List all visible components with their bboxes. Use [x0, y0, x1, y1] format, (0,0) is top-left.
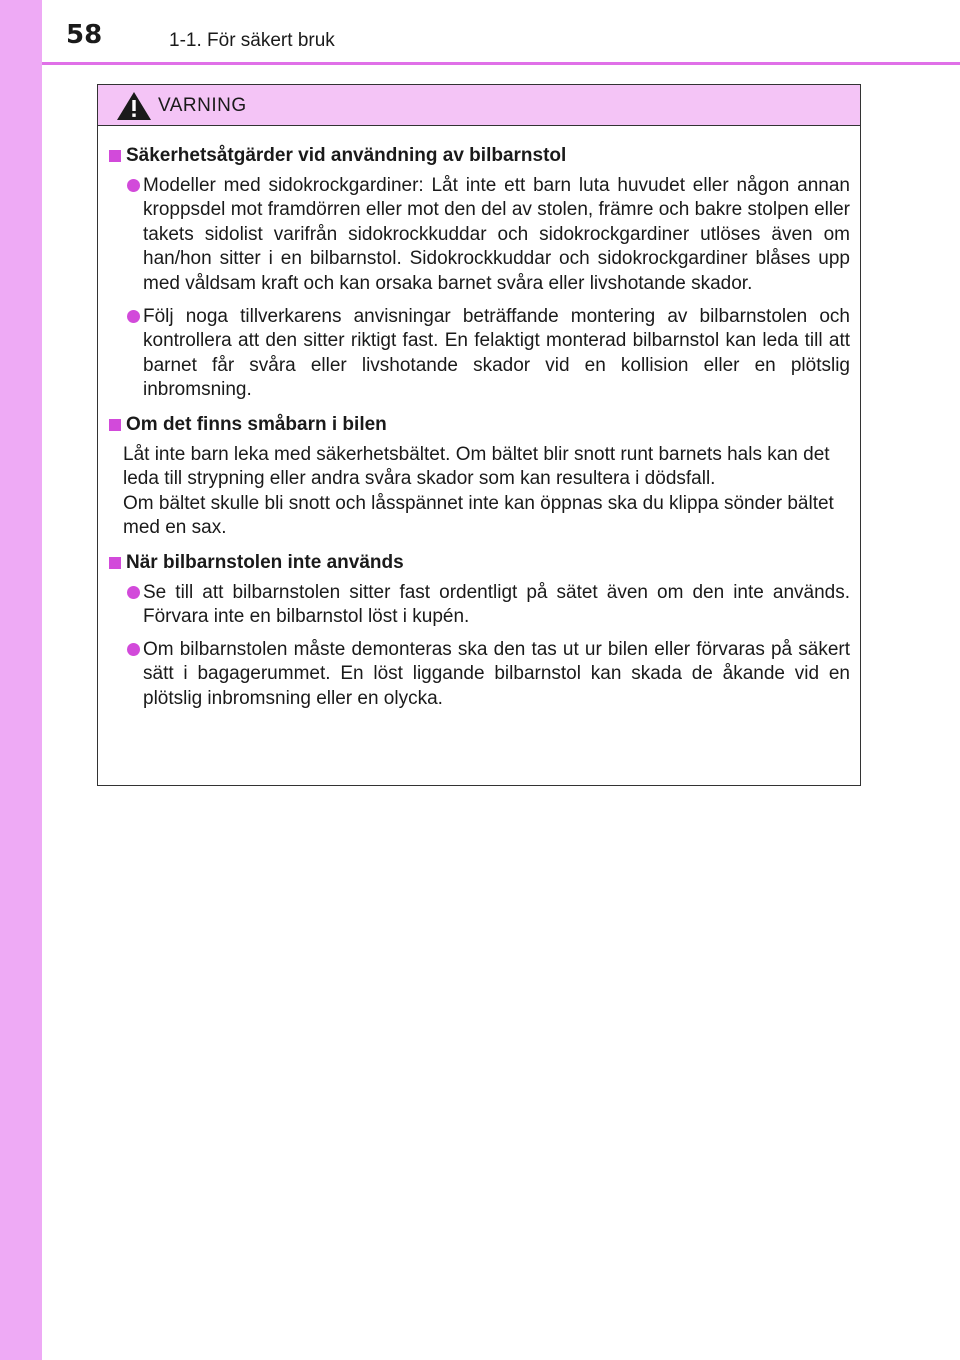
list-item: [106, 581, 852, 630]
side-color-strip: [0, 0, 42, 1360]
section-seat-not-in-use: [106, 551, 852, 712]
section-title: 1-1. För säkert bruk: [169, 30, 335, 51]
list-item-text: Om bilbarnstolen måste demonteras ska den tas ut ur bilen eller förvaras på säkert sätt i bagagerummet. En löst liggande bilbarnstol kan skada de åkande vid en plötslig inbromsning eller en olycka.: [143, 638, 850, 709]
section-paragraphs: [106, 443, 852, 541]
section-heading-text: Om det finns småbarn i bilen: [126, 413, 387, 435]
warning-label: VARNING: [158, 95, 247, 116]
paragraph-text: Om bältet skulle bli snott och låsspännet inte kan öppnas ska du klippa sönder bältet med en sax.: [123, 492, 834, 539]
list-item-text: Följ noga tillverkarens anvisningar beträffande montering av bilbarnstolen och kontrollera att den sitter riktigt fast. En felaktigt monterad bilbarnstol kan leda till att barnet får svåra eller livshotande skador vid en kollision eller en plötslig inbromsning.: [143, 305, 850, 401]
section-small-children: [106, 413, 852, 541]
section-child-seat-precautions: [106, 144, 852, 403]
circle-bullet-icon: [127, 643, 140, 656]
list-item-text: Modeller med sidokrockgardiner: Låt inte ett barn luta huvudet eller någon annan kroppsdel mot framdörren eller mot den del av stolen, främre och bakre stolpen eller takets sidolist varifrån sidokrockkuddar och sidokrockgardiner utlöses även om han/hon sitter i en bilbarnstol. Sidokrockkuddar och sidokrockgardiner blåses upp med våldsam kraft och kan orsaka barnet svåra eller livshotande skador.: [143, 174, 850, 294]
section-heading-text: När bilbarnstolen inte används: [126, 551, 404, 573]
list-item: [106, 638, 852, 712]
section-heading: [106, 413, 852, 438]
circle-bullet-icon: [127, 179, 140, 192]
section-heading: [106, 551, 852, 576]
circle-bullet-icon: [127, 586, 140, 599]
header-rule: [42, 62, 960, 65]
square-marker-icon: [109, 150, 121, 162]
list-item-text: Se till att bilbarnstolen sitter fast ordentligt på sätet även om den inte används. Förvara inte en bilbarnstol löst i kupén.: [143, 581, 850, 628]
square-marker-icon: [109, 419, 121, 431]
list-item: [106, 305, 852, 403]
warning-body: [98, 126, 860, 711]
circle-bullet-icon: [127, 310, 140, 323]
square-marker-icon: [109, 557, 121, 569]
page-number: 58: [66, 20, 103, 50]
paragraph-text: Låt inte barn leka med säkerhetsbältet. Om bältet blir snott runt barnets hals kan det leda till strypning eller andra svåra skador som kan resultera i dödsfall.: [123, 443, 830, 490]
list-item: [106, 174, 852, 297]
section-heading: [106, 144, 852, 169]
section-heading-text: Säkerhetsåtgärder vid användning av bilbarnstol: [126, 145, 567, 166]
warning-triangle-icon: [116, 91, 152, 121]
warning-box: [97, 84, 861, 786]
warning-header: [98, 85, 860, 126]
